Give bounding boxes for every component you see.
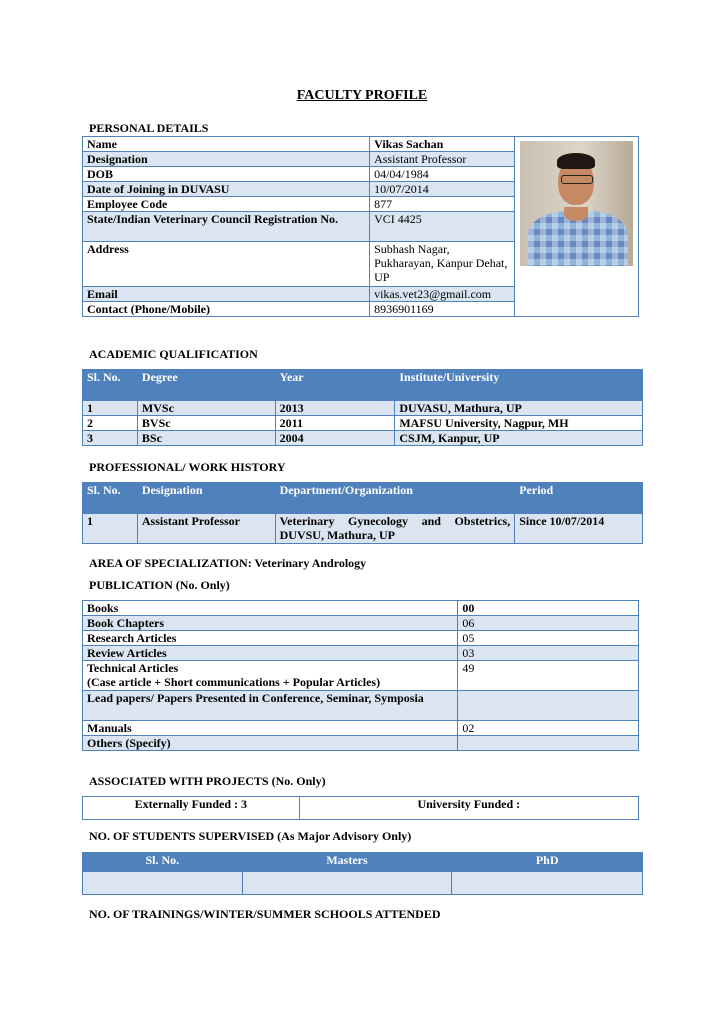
lead-papers-label: Lead papers/ Papers Presented in Conference, Seminar, Symposia: [83, 691, 458, 721]
technical-articles-title: Technical Articles: [87, 661, 179, 675]
designation-label: Designation: [83, 152, 370, 167]
col-degree: Degree: [137, 370, 275, 401]
col-sl-no: Sl. No.: [83, 370, 138, 401]
table-row: [83, 137, 639, 152]
table-row: [83, 661, 639, 691]
email-value: vikas.vet23@gmail.com: [370, 287, 515, 302]
others-value: [458, 736, 639, 751]
dob-value: 04/04/1984: [370, 167, 515, 182]
work-history-table: [82, 482, 643, 544]
trainings-heading: NO. OF TRAININGS/WINTER/SUMMER SCHOOLS ATTENDED: [89, 907, 441, 921]
review-articles-value: 03: [458, 646, 639, 661]
table-row: [83, 616, 639, 631]
books-value: 00: [458, 601, 639, 616]
col-sl-no: Sl. No.: [83, 853, 243, 872]
specialization-label: AREA OF SPECIALIZATION:: [89, 556, 252, 570]
name-label: Name: [83, 137, 370, 152]
publication-heading: PUBLICATION (No. Only): [89, 578, 230, 592]
cell: DUVASU, Mathura, UP: [395, 401, 643, 416]
dob-label: DOB: [83, 167, 370, 182]
cell: MVSc: [137, 401, 275, 416]
joining-label: Date of Joining in DUVASU: [83, 182, 370, 197]
book-chapters-label: Book Chapters: [83, 616, 458, 631]
table-row: [83, 601, 639, 616]
profile-photo: [520, 141, 633, 266]
projects-heading: ASSOCIATED WITH PROJECTS (No. Only): [89, 774, 326, 788]
cell: 1: [83, 514, 138, 544]
research-articles-label: Research Articles: [83, 631, 458, 646]
col-masters: Masters: [242, 853, 452, 872]
table-row: [83, 691, 639, 721]
col-institute: Institute/University: [395, 370, 643, 401]
university-funded: University Funded :: [299, 797, 638, 820]
joining-value: 10/07/2014: [370, 182, 515, 197]
table-row: [83, 401, 643, 416]
table-row: [83, 872, 643, 895]
cell: BSc: [137, 431, 275, 446]
table-row: [83, 721, 639, 736]
table-header-row: [83, 370, 643, 401]
registration-value: VCI 4425: [370, 212, 515, 242]
table-row: [83, 736, 639, 751]
registration-label: State/Indian Veterinary Council Registration No.: [83, 212, 370, 242]
students-table: [82, 852, 643, 895]
manuals-label: Manuals: [83, 721, 458, 736]
table-row: [83, 514, 643, 544]
col-phd: PhD: [452, 853, 643, 872]
address-label: Address: [83, 242, 370, 287]
books-label: Books: [83, 601, 458, 616]
employee-code-label: Employee Code: [83, 197, 370, 212]
technical-articles-value: 49: [458, 661, 639, 691]
publication-table: [82, 600, 639, 751]
academic-heading: ACADEMIC QUALIFICATION: [89, 347, 258, 361]
email-label: Email: [83, 287, 370, 302]
projects-table: [82, 796, 639, 820]
work-history-heading: PROFESSIONAL/ WORK HISTORY: [89, 460, 286, 474]
cell: BVSc: [137, 416, 275, 431]
contact-label: Contact (Phone/Mobile): [83, 302, 370, 317]
col-period: Period: [515, 483, 643, 514]
book-chapters-value: 06: [458, 616, 639, 631]
cell: CSJM, Kanpur, UP: [395, 431, 643, 446]
table-row: [83, 631, 639, 646]
cell: 3: [83, 431, 138, 446]
review-articles-label: Review Articles: [83, 646, 458, 661]
cell: [242, 872, 452, 895]
col-sl-no: Sl. No.: [83, 483, 138, 514]
contact-value: 8936901169: [370, 302, 515, 317]
specialization-value: Veterinary Andrology: [254, 556, 367, 570]
photo-cell: [515, 137, 639, 317]
cell: 2: [83, 416, 138, 431]
externally-funded: Externally Funded : 3: [83, 797, 300, 820]
table-header-row: [83, 483, 643, 514]
cell: 2013: [275, 401, 395, 416]
table-row: [83, 416, 643, 431]
cell: [83, 872, 243, 895]
table-header-row: [83, 853, 643, 872]
cell: Veterinary Gynecology and Obstetrics, DUVSU, Mathura, UP: [275, 514, 515, 544]
cell: 1: [83, 401, 138, 416]
lead-papers-value: [458, 691, 639, 721]
personal-details-table: [82, 136, 639, 317]
cell: Assistant Professor: [137, 514, 275, 544]
employee-code-value: 877: [370, 197, 515, 212]
table-row: [83, 797, 639, 820]
cell: 2011: [275, 416, 395, 431]
others-label: Others (Specify): [83, 736, 458, 751]
personal-details-heading: PERSONAL DETAILS: [89, 121, 209, 135]
table-row: [83, 431, 643, 446]
cell: 2004: [275, 431, 395, 446]
col-department: Department/Organization: [275, 483, 515, 514]
manuals-value: 02: [458, 721, 639, 736]
table-row: [83, 646, 639, 661]
academic-table: [82, 369, 643, 446]
cell: Since 10/07/2014: [515, 514, 643, 544]
col-designation: Designation: [137, 483, 275, 514]
col-year: Year: [275, 370, 395, 401]
cell: MAFSU University, Nagpur, MH: [395, 416, 643, 431]
technical-articles-label: [83, 661, 458, 691]
specialization-line: [89, 556, 366, 571]
designation-value: Assistant Professor: [370, 152, 515, 167]
page-title: FACULTY PROFILE: [296, 88, 428, 103]
name-value: Vikas Sachan: [370, 137, 515, 152]
technical-articles-subtitle: (Case article + Short communications + Popular Articles): [87, 675, 381, 689]
research-articles-value: 05: [458, 631, 639, 646]
students-heading: NO. OF STUDENTS SUPERVISED (As Major Advisory Only): [89, 829, 412, 843]
cell: [452, 872, 643, 895]
address-value: Subhash Nagar, Pukharayan, Kanpur Dehat, UP: [370, 242, 515, 287]
